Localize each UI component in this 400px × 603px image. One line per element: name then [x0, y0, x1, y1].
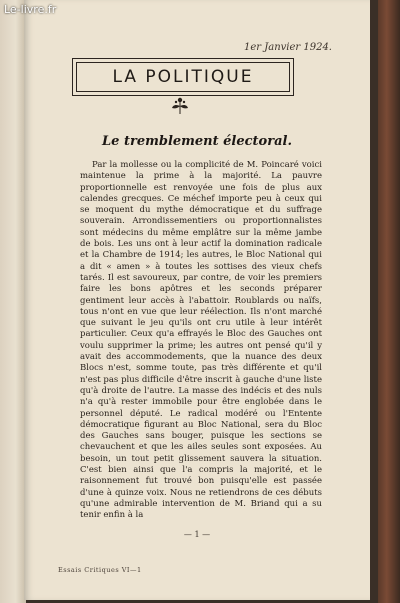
site-watermark: Le-livre.fr [4, 3, 57, 16]
document-page [24, 0, 370, 600]
article-title: Le tremblement électoral. [102, 134, 292, 149]
floral-ornament-icon [168, 96, 192, 116]
section-title-box [72, 58, 294, 96]
page-number: — 1 — [183, 530, 211, 539]
article-body: Par la mollesse ou la complicité de M. Poincaré voici maintenue la prime à la majorité. La pauvre proportionnelle est renvoyée une fois de plus aux calendes grecques. Ce méchef importe peu à ceux qui se moquent du mythe démocratique et du suffrage souverain. Arrondissementiers ou proportionnalistes sont médecins du même emplâtre sur la même jambe de bois. Les uns ont à leur actif la domination radicale et la Chambre de 1914; les autres, le Bloc National qui a dit « amen » à toutes les sottises des vieux chefs tarés. Il est savoureux, par contre, de voir les premiers faire les bons apôtres et les seconds préparer gentiment leur accès à l'abattoir. Roublards ou naïfs, tous n'ont en vue que leur réélection. Ils n'ont marché que suivant le jeu qu'ils ont cru utile à leur intérêt particulier. Ceux qu'a effrayés le Bloc des Gauches ont voulu supprimer la prime; les autres ont pensé qu'il y avait des accommodements, que la nuance des deux Blocs n'est, somme toute, pas très différente et qu'il n'est pas plus difficile d'être inscrit à gauche d'une liste qu'à droite de l'autre. La masse des indécis et des nuls n'a qu'à rester immobile pour être englobée dans le personnel député. Le radical modéré ou l'Entente démocratique figurant au Bloc National, sera du Bloc des Gauches sans bouger, puisque les sections se chevauchent et que les ailes seules sont exposées. Au besoin, un tout petit glissement sauvera la situation. C'est bien ainsi que l'a compris la majorité, et le raisonnement fut trouvé bon puisqu'elle est passée d'une à quinze voix. Nous ne retiendrons de ces débuts qu'une admirable intervention de M. Briand qui a su tenir enfin à la [80, 160, 322, 521]
issue-date: 1er Janvier 1924. [243, 42, 332, 53]
book-binding-left [0, 0, 26, 603]
section-title: LA POLITIQUE [112, 67, 254, 87]
footer-signature: Essais Critiques VI—1 [58, 566, 142, 574]
book-spine [378, 0, 400, 603]
